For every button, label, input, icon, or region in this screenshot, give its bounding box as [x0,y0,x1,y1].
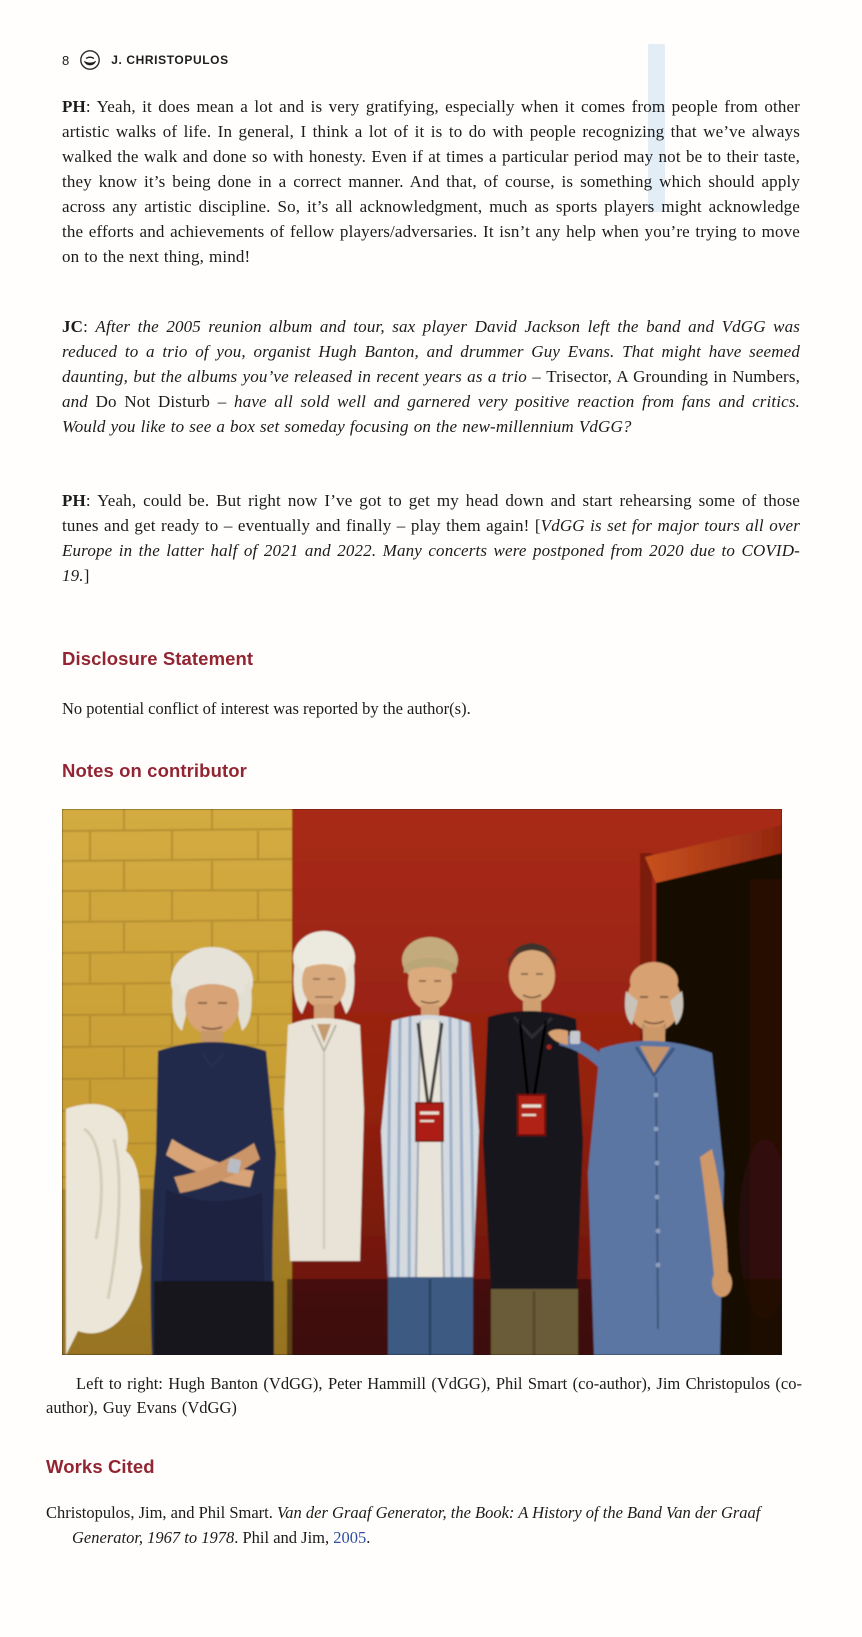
bracket-close: ] [83,566,90,585]
answer-text: Yeah, could be. But right now I’ve got to get my head down and start rehearsing some of those tunes and get ready to – eventually and finally – play them again! [ [62,491,800,535]
page-number: 8 [62,52,70,68]
disclosure-heading: Disclosure Statement [62,648,254,669]
speaker-colon: : [85,491,98,510]
speaker-label: PH [62,491,86,510]
citation-authors: Christopulos, Jim, and Phil Smart. [46,1503,278,1522]
album-title-1: Trisector, A Grounding in Numbers, [546,367,800,386]
speaker-label: PH [62,97,86,116]
person-peter-hammill [284,931,364,1261]
paragraph-text: Yeah, it does mean a lot and is very gratifying, especially when it comes from people from other artistic walks of life. In general, I think a lot of it is to do with people recognizing that we’ve always walked the walk and done so with honesty. Even if at times a particular period may not be to their taste, they know it’s being done in a correct manner. And that, of course, is something which should apply across any artistic discipline. So, it’s all acknowledgment, much as sports players might acknowledge the efforts and achievements of fellow players/adversaries. It isn’t any help when you’re trying to move on to the next thing, mind! [62,97,800,266]
interview-paragraph-ph-2 [62,488,800,588]
disclosure-text: No potential conflict of interest was reported by the author(s). [62,699,471,718]
question-text-1: After the 2005 reunion album and tour, sax player David Jackson left the band and VdGG was reduced to a trio of you, organist Hugh Banton, and drummer Guy Evans. That might have seemed daunting, but the albums you’ve released in recent years as a trio – [62,317,800,386]
speaker-colon: : [85,97,97,116]
journal-logo-icon [79,49,101,71]
citation-publisher: . Phil and Jim, [234,1528,334,1547]
running-head-author: J. CHRISTOPULOS [111,53,229,67]
citation-year-link[interactable]: 2005 [333,1528,367,1547]
band-photo-illustration [62,809,782,1355]
notes-heading: Notes on contributor [62,760,247,781]
photo-caption: Left to right: Hugh Banton (VdGG), Peter Hammill (VdGG), Phil Smart (co-author), Jim Christopulos (co-author), Guy Evans (VdGG) [46,1374,802,1417]
works-cited-heading: Works Cited [46,1456,155,1477]
citation-period: . [366,1528,371,1547]
contributors-photo [62,809,782,1355]
question-text-3: – have all sold well and garnered very positive reaction from fans and critics. Would you like to see a box set someday focusing on the new-millennium VdGG? [62,392,801,436]
citation-entry [46,1500,802,1550]
interview-paragraph-ph-1 [62,94,800,269]
speaker-label: JC [62,317,84,336]
album-title-2: Do Not Disturb [95,392,211,411]
speaker-colon: : [83,317,96,336]
question-text-2: and [62,392,96,411]
citation-title: Van der Graaf Generator, the Book: A History of the Band Van der Graaf Generator, 1967 to 1978 [72,1503,761,1547]
interview-paragraph-jc [62,314,800,439]
editorial-note-italic: VdGG is set for major tours all over Europe in the latter half of 2021 and 2022. Many concerts were postponed from 2020 due to COVID-19. [62,516,801,585]
